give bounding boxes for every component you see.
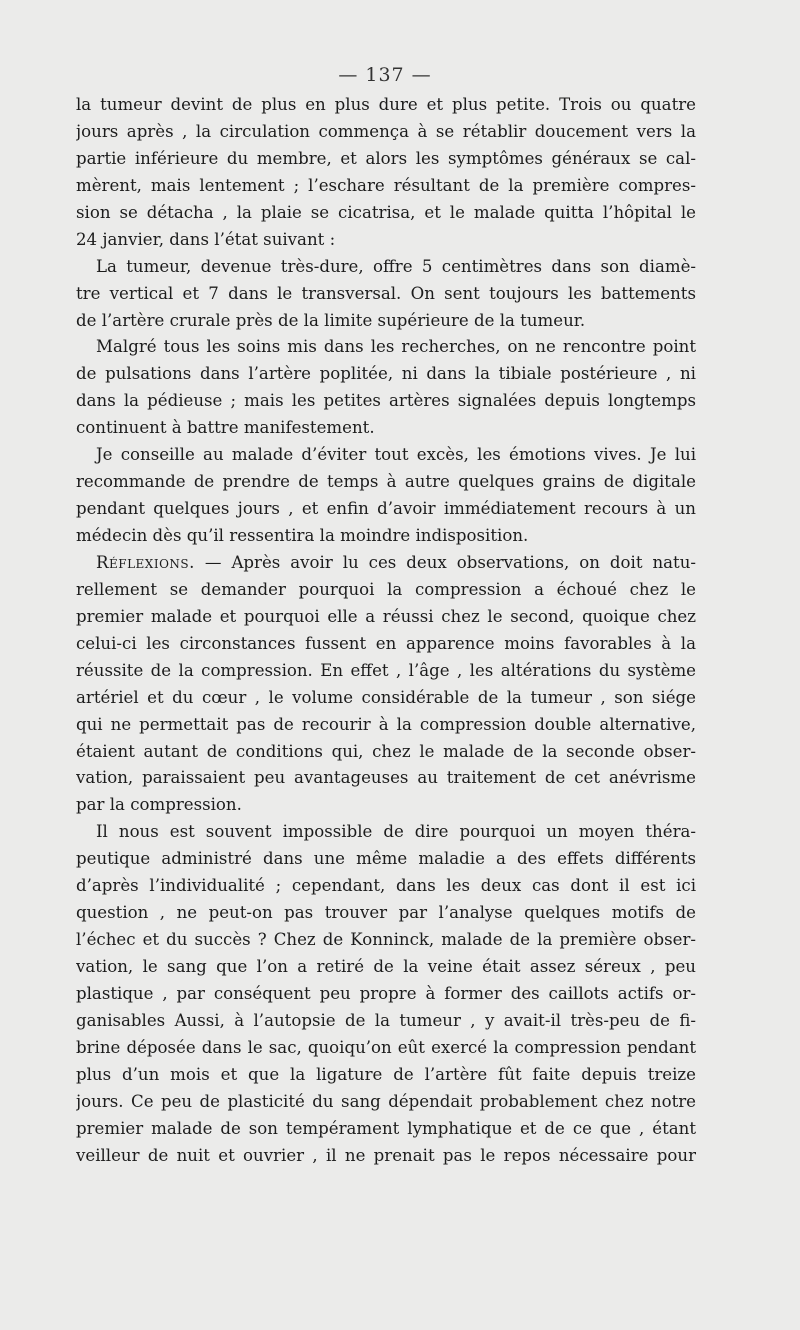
text-line: veilleur de nuit et ouvrier , il ne prenait pas le repos nécessaire pour	[76, 1145, 696, 1165]
text-line: de l’artère crurale près de la limite supérieure de la tumeur.	[76, 310, 586, 330]
text-line: par la compression.	[76, 795, 242, 815]
text-line: jours. Ce peu de plasticité du sang dépendait probablement chez notre	[76, 1091, 696, 1111]
text-line: artériel et du cœur , le volume considérable de la tumeur , son siége	[76, 687, 696, 707]
text-line: plus d’un mois et que la ligature de l’artère fût faite depuis treize	[76, 1064, 696, 1084]
text-line: premier malade et pourquoi elle a réussi chez le second, quoique chez	[76, 606, 696, 626]
text-line: brine déposée dans le sac, quoiqu’on eût exercé la compression pendant	[76, 1037, 696, 1057]
text-line: dans la pédieuse ; mais les petites artères signalées depuis longtemps	[76, 391, 696, 411]
text-line: peutique administré dans une même maladie a des effets différents	[76, 849, 696, 869]
text-line: médecin dès qu’il ressentira la moindre indisposition.	[76, 526, 529, 545]
text-line: d’après l’individualité ; cependant, dans les deux cas dont il est ici	[76, 876, 696, 896]
text-line: vation, le sang que l’on a retiré de la veine était assez séreux , peu	[76, 957, 696, 976]
text-line: Il nous est souvent impossible de dire pourquoi un moyen théra-	[96, 822, 696, 842]
text-run: — Après avoir lu ces deux observations, on doit natu-	[194, 552, 696, 572]
text-line: continuent à battre manifestement.	[76, 418, 375, 438]
text-line: mèrent, mais lentement ; l’eschare résultant de la première compres-	[76, 175, 696, 195]
page-number: — 137 —	[338, 64, 432, 86]
text-line: celui-ci les circonstances fussent en apparence moins favorables à la	[76, 633, 696, 653]
text-line: question , ne peut-on pas trouver par l’analyse quelques motifs de	[76, 903, 696, 923]
text-line: étaient autant de conditions qui, chez le malade de la seconde obser-	[76, 741, 696, 761]
text-line: qui ne permettait pas de recourir à la compression double alternative,	[76, 714, 696, 734]
body-text	[76, 92, 696, 1170]
text-line	[76, 550, 696, 577]
text-line: recommande de prendre de temps à autre quelques grains de digitale	[76, 472, 696, 492]
text-line: tre vertical et 7 dans le transversal. On sent toujours les battements	[76, 283, 696, 303]
text-line: Je conseille au malade d’éviter tout excès, les émotions vives. Je lui	[96, 445, 696, 465]
text-line: jours après , la circulation commença à se rétablir doucement vers la	[76, 121, 696, 141]
text-line: pendant quelques jours , et enfin d’avoir immédiatement recours à un	[76, 499, 696, 519]
text-line: la tumeur devint de plus en plus dure et plus petite. Trois ou quatre	[76, 95, 696, 114]
section-heading: Réflexions.	[96, 552, 195, 572]
text-line: La tumeur, devenue très-dure, offre 5 centimètres dans son diamè-	[96, 256, 696, 276]
text-line: ganisables Aussi, à l’autopsie de la tumeur , y avait-il très-peu de fi-	[76, 1010, 696, 1030]
text-line: partie inférieure du membre, et alors les symptômes généraux se cal-	[76, 148, 696, 168]
text-line: sion se détacha , la plaie se cicatrisa, et le malade quitta l’hôpital le	[76, 202, 696, 222]
text-line: plastique , par conséquent peu propre à former des caillots actifs or-	[76, 983, 696, 1003]
text-line: vation, paraissaient peu avantageuses au traitement de cet anévrisme	[76, 768, 696, 788]
text-line: Malgré tous les soins mis dans les recherches, on ne rencontre point	[96, 337, 696, 357]
text-line: de pulsations dans l’artère poplitée, ni dans la tibiale postérieure , ni	[76, 364, 696, 384]
text-line: rellement se demander pourquoi la compression a échoué chez le	[76, 579, 696, 599]
text-line: 24 janvier, dans l’état suivant :	[76, 229, 336, 249]
text-line: l’échec et du succès ? Chez de Konninck, malade de la première obser-	[76, 930, 696, 950]
text-line: premier malade de son tempérament lymphatique et de ce que , étant	[76, 1118, 696, 1138]
text-line: réussite de la compression. En effet , l’âge , les altérations du système	[76, 660, 696, 680]
